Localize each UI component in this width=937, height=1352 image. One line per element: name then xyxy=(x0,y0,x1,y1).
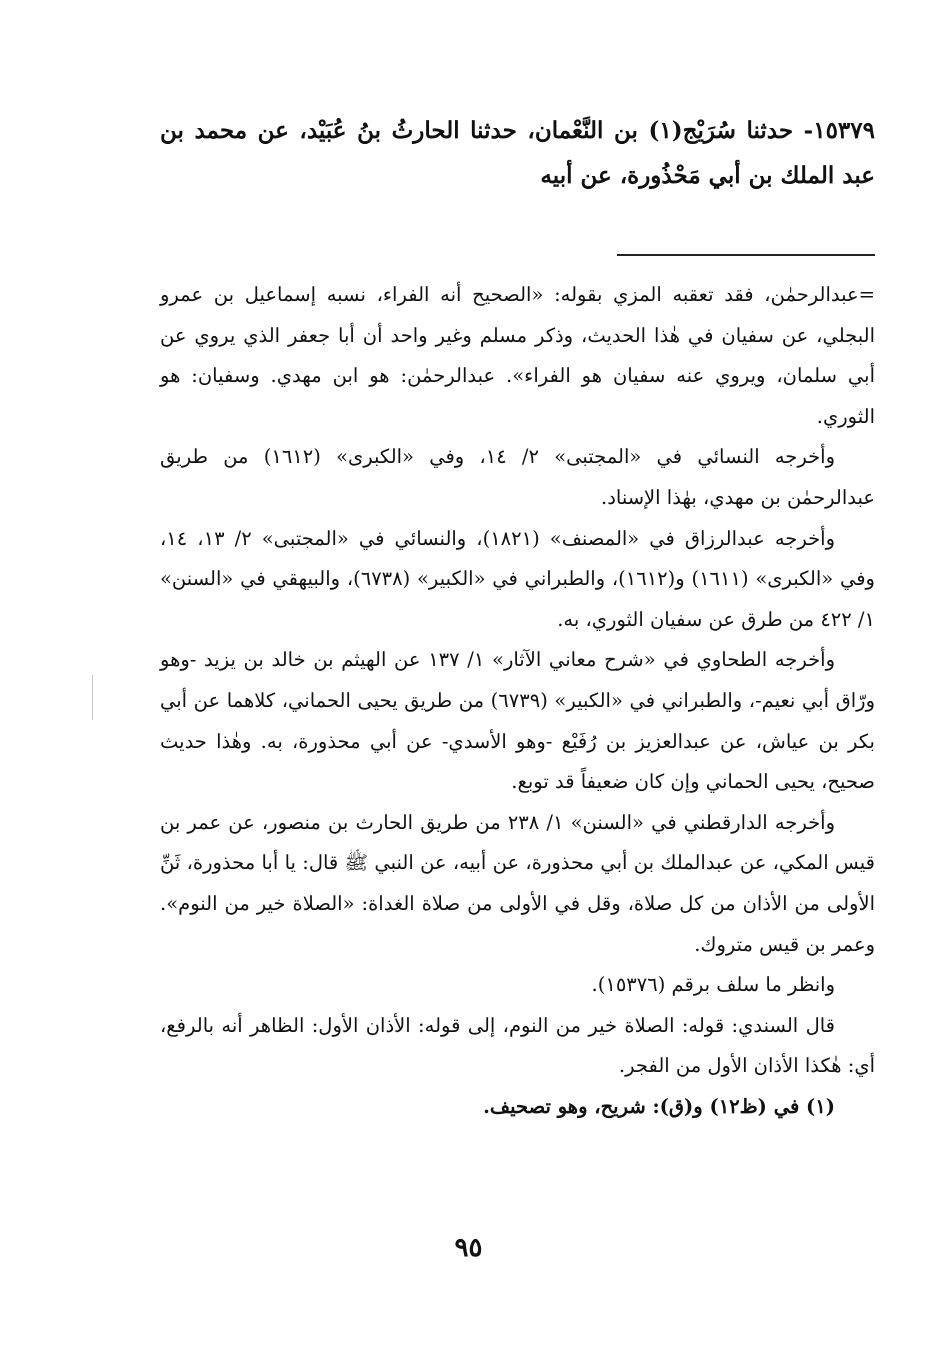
footnote-divider xyxy=(617,254,875,256)
footnote-paragraph-daraqutni: وأخرجه الدارقطني في «السنن» ١/ ٢٣٨ من طريق الحارث بن منصور، عن عمر بن قيس المكي، عن عبدالملك بن أبي محذورة، عن أبيه، عن النبي ﷺ قال: يا أبا محذورة، ثَنِّ الأولى من الأذان من كل صلاة، وقل في الأولى من صلاة الغداة: «الصلاة خير من النوم». وعمر بن قيس متروك. xyxy=(160,810,875,956)
footnotes-section xyxy=(160,275,875,1127)
footnote-paragraph-abdulrazzaq: وأخرجه عبدالرزاق في «المصنف» (١٨٢١)، والنسائي في «المجتبى» ٢/ ١٣، ١٤، وفي «الكبرى» (١٦١١) و(١٦١٢)، والطبراني في «الكبير» (٦٧٣٨)، والبيهقي في «السنن» ١/ ٤٢٢ من طرق عن سفيان الثوري، به. xyxy=(160,526,875,631)
hadith-main-text xyxy=(160,108,875,198)
scan-margin-mark xyxy=(92,675,93,720)
footnote-paragraph-nasai: وأخرجه النسائي في «المجتبى» ٢/ ١٤، وفي «الكبرى» (١٦١٢) من طريق عبدالرحمٰن بن مهدي، بهٰذا الإسناد. xyxy=(160,445,875,509)
footnote-paragraph-sindi: قال السندي: قوله: الصلاة خير من النوم، إلى قوله: الأذان الأول: الظاهر أنه بالرفع، أي: هٰكذا الأذان الأول من الفجر. xyxy=(160,1013,875,1078)
footnote-1: (١) في (ظ١٢) و(ق): شريح، وهو تصحيف. xyxy=(483,1094,835,1118)
page-number: ٩٥ xyxy=(454,1233,483,1263)
footnote-paragraph-see-also: وانظر ما سلف برقم (١٥٣٧٦). xyxy=(591,973,835,997)
footnote-continuation: =عبدالرحمٰن، فقد تعقبه المزي بقوله: «الصحيح أنه الفراء، نسبه إسماعيل بن عمرو البجلي، عن سفيان في هٰذا الحديث، وذكر مسلم وغير واحد أن أبا جعفر الذي يروي عن أبي سلمان، ويروي عنه سفيان هو الفراء». عبدالرحمٰن: هو ابن مهدي. وسفيان: هو الثوري. xyxy=(160,283,875,428)
hadith-15379: ١٥٣٧٩- حدثنا سُرَيْج(١) بن النَّعْمان، حدثنا الحارثُ بنُ عُبَيْد، عن محمد بن عبد الملك بن أبي مَحْذُورة، عن أبيه xyxy=(160,117,875,189)
footnote-paragraph-tahawi: وأخرجه الطحاوي في «شرح معاني الآثار» ١/ ١٣٧ عن الهيثم بن خالد بن يزيد -وهو ورّاق أبي نعيم-، والطبراني في «الكبير» (٦٧٣٩) من طريق يحيى الحماني، كلاهما عن أبي بكر بن عياش، عن عبدالعزيز بن رُفَيْع -وهو الأسدي- عن أبي محذورة، به. وهٰذا حديث صحيح، يحيى الحماني وإن كان ضعيفاً قد توبع. xyxy=(160,648,875,794)
